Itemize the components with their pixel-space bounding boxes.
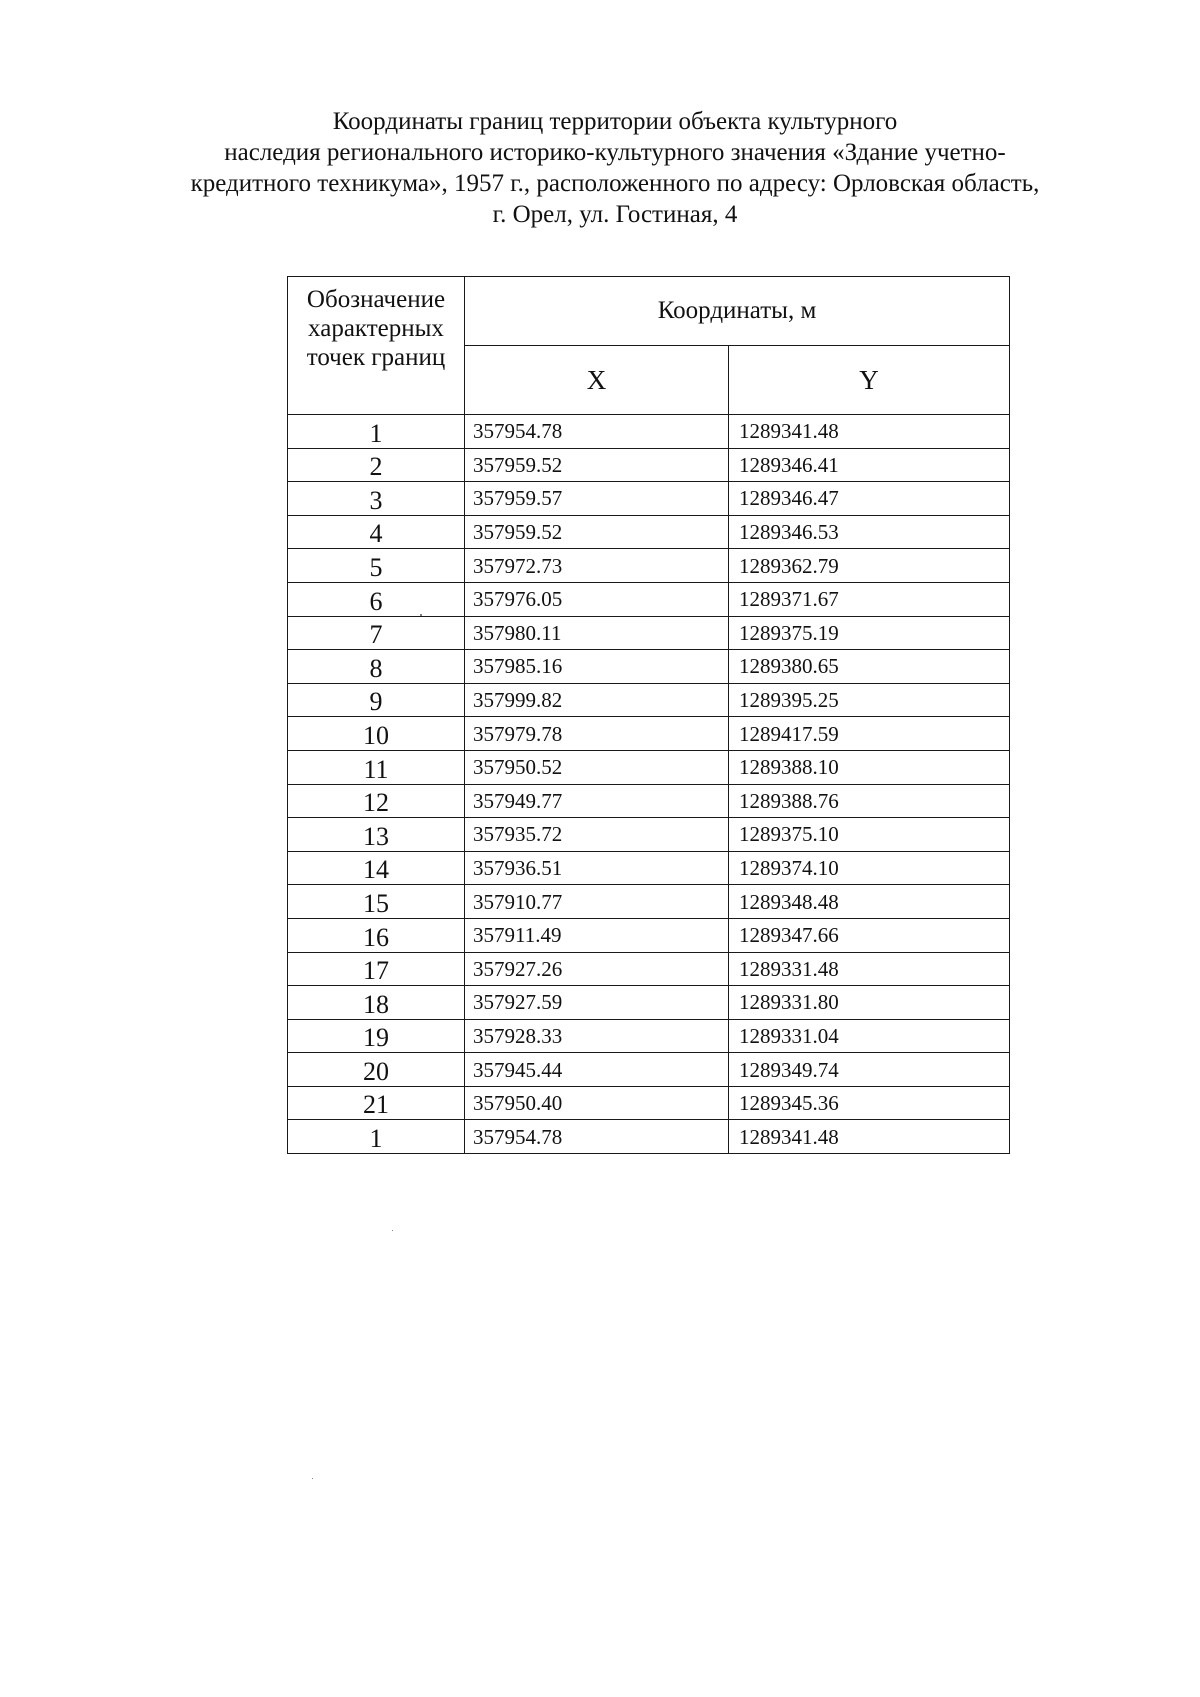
y-coordinate-cell: 1289346.41 xyxy=(729,448,1010,482)
x-coordinate-cell: 357976.05 xyxy=(465,582,729,616)
y-coordinate-cell: 1289362.79 xyxy=(729,549,1010,583)
point-number-cell: 4 xyxy=(288,515,465,549)
table-body xyxy=(288,415,1010,1154)
header-y: Y xyxy=(729,346,1010,415)
x-coordinate-cell: 357936.51 xyxy=(465,851,729,885)
document-title xyxy=(150,106,1080,230)
y-coordinate-cell: 1289374.10 xyxy=(729,851,1010,885)
table-row xyxy=(288,448,1010,482)
x-coordinate-cell: 357935.72 xyxy=(465,818,729,852)
y-coordinate-cell: 1289388.76 xyxy=(729,784,1010,818)
point-number-cell: 5 xyxy=(288,549,465,583)
title-line-4: г. Орел, ул. Гостиная, 4 xyxy=(492,201,738,228)
x-coordinate-cell: 357972.73 xyxy=(465,549,729,583)
point-number-cell: 8 xyxy=(288,650,465,684)
header-point-designation: Обозначение характерных точек границ xyxy=(288,277,465,415)
point-number-cell: 21 xyxy=(288,1086,465,1120)
x-coordinate-cell: 357979.78 xyxy=(465,717,729,751)
y-coordinate-cell: 1289388.10 xyxy=(729,750,1010,784)
table-row xyxy=(288,650,1010,684)
point-number-cell: 6 xyxy=(288,582,465,616)
point-number-cell: 10 xyxy=(288,717,465,751)
y-coordinate-cell: 1289375.19 xyxy=(729,616,1010,650)
x-coordinate-cell: 357945.44 xyxy=(465,1053,729,1087)
point-number-cell: 11 xyxy=(288,750,465,784)
point-number-cell: 1 xyxy=(288,1120,465,1154)
point-number-cell: 7 xyxy=(288,616,465,650)
table-row xyxy=(288,482,1010,516)
y-coordinate-cell: 1289345.36 xyxy=(729,1086,1010,1120)
y-coordinate-cell: 1289371.67 xyxy=(729,582,1010,616)
title-line-1: Координаты границ территории объекта культурного xyxy=(332,108,898,135)
y-coordinate-cell: 1289380.65 xyxy=(729,650,1010,684)
coordinates-table xyxy=(287,276,1010,1154)
table-row xyxy=(288,415,1010,449)
point-number-cell: 3 xyxy=(288,482,465,516)
point-number-cell: 2 xyxy=(288,448,465,482)
x-coordinate-cell: 357910.77 xyxy=(465,885,729,919)
table-row xyxy=(288,818,1010,852)
y-coordinate-cell: 1289331.48 xyxy=(729,952,1010,986)
y-coordinate-cell: 1289341.48 xyxy=(729,415,1010,449)
y-coordinate-cell: 1289341.48 xyxy=(729,1120,1010,1154)
y-coordinate-cell: 1289348.48 xyxy=(729,885,1010,919)
title-line-2: наследия регионального историко-культурного значения «Здание учетно- xyxy=(224,139,1006,166)
y-coordinate-cell: 1289331.04 xyxy=(729,1019,1010,1053)
y-coordinate-cell: 1289375.10 xyxy=(729,818,1010,852)
scan-speck xyxy=(312,1478,313,1479)
y-coordinate-cell: 1289346.53 xyxy=(729,515,1010,549)
point-number-cell: 18 xyxy=(288,986,465,1020)
x-coordinate-cell: 357954.78 xyxy=(465,1120,729,1154)
x-coordinate-cell: 357928.33 xyxy=(465,1019,729,1053)
table-row xyxy=(288,1086,1010,1120)
table-header xyxy=(288,277,1010,415)
point-number-cell: 12 xyxy=(288,784,465,818)
table-row xyxy=(288,549,1010,583)
x-coordinate-cell: 357911.49 xyxy=(465,918,729,952)
table-row xyxy=(288,683,1010,717)
scan-speck xyxy=(392,1230,393,1231)
x-coordinate-cell: 357985.16 xyxy=(465,650,729,684)
x-coordinate-cell: 357959.52 xyxy=(465,448,729,482)
table-row xyxy=(288,784,1010,818)
x-coordinate-cell: 357999.82 xyxy=(465,683,729,717)
x-coordinate-cell: 357927.59 xyxy=(465,986,729,1020)
x-coordinate-cell: 357950.52 xyxy=(465,750,729,784)
x-coordinate-cell: 357949.77 xyxy=(465,784,729,818)
x-coordinate-cell: 357980.11 xyxy=(465,616,729,650)
table-row xyxy=(288,1019,1010,1053)
scan-speck xyxy=(420,614,422,616)
table-row xyxy=(288,616,1010,650)
table-row xyxy=(288,582,1010,616)
table-row xyxy=(288,717,1010,751)
table-row xyxy=(288,986,1010,1020)
x-coordinate-cell: 357959.52 xyxy=(465,515,729,549)
y-coordinate-cell: 1289349.74 xyxy=(729,1053,1010,1087)
table-row xyxy=(288,952,1010,986)
x-coordinate-cell: 357950.40 xyxy=(465,1086,729,1120)
point-number-cell: 15 xyxy=(288,885,465,919)
point-number-cell: 17 xyxy=(288,952,465,986)
point-number-cell: 1 xyxy=(288,415,465,449)
point-number-cell: 19 xyxy=(288,1019,465,1053)
table-row xyxy=(288,1053,1010,1087)
point-number-cell: 20 xyxy=(288,1053,465,1087)
y-coordinate-cell: 1289346.47 xyxy=(729,482,1010,516)
table-row xyxy=(288,918,1010,952)
x-coordinate-cell: 357954.78 xyxy=(465,415,729,449)
header-coordinates: Координаты, м xyxy=(465,277,1010,346)
title-line-3: кредитного техникума», 1957 г., расположенного по адресу: Орловская область, xyxy=(190,170,1040,197)
y-coordinate-cell: 1289417.59 xyxy=(729,717,1010,751)
point-number-cell: 13 xyxy=(288,818,465,852)
x-coordinate-cell: 357959.57 xyxy=(465,482,729,516)
table-row xyxy=(288,750,1010,784)
table-row xyxy=(288,515,1010,549)
y-coordinate-cell: 1289331.80 xyxy=(729,986,1010,1020)
y-coordinate-cell: 1289395.25 xyxy=(729,683,1010,717)
x-coordinate-cell: 357927.26 xyxy=(465,952,729,986)
table-row xyxy=(288,1120,1010,1154)
point-number-cell: 16 xyxy=(288,918,465,952)
table-row xyxy=(288,885,1010,919)
header-x: X xyxy=(465,346,729,415)
table-row xyxy=(288,851,1010,885)
point-number-cell: 14 xyxy=(288,851,465,885)
y-coordinate-cell: 1289347.66 xyxy=(729,918,1010,952)
point-number-cell: 9 xyxy=(288,683,465,717)
